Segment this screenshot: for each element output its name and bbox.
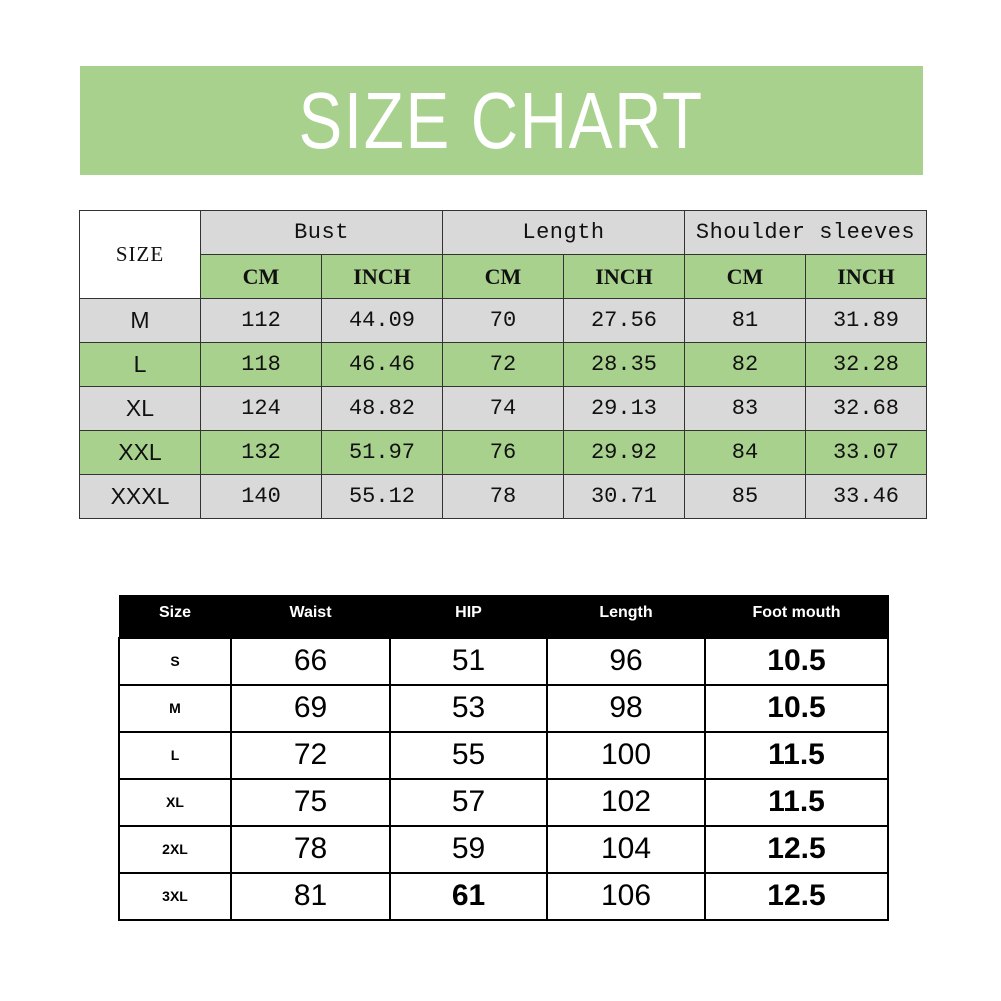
size-cell: XL <box>80 387 201 431</box>
bust-cm-cell: 112 <box>201 299 322 343</box>
size-cell: XL <box>119 779 231 826</box>
bust-inch-cell: 55.12 <box>322 475 443 519</box>
waist-cell: 78 <box>231 826 390 873</box>
waist-cell: 72 <box>231 732 390 779</box>
table-row <box>119 732 888 779</box>
hip-cell: 53 <box>390 685 547 732</box>
top-size-table <box>79 210 927 519</box>
shoulder-cm-cell: 85 <box>685 475 806 519</box>
bust-cm-cell: 118 <box>201 343 322 387</box>
length-inch-cell: 27.56 <box>564 299 685 343</box>
size-cell: XXL <box>80 431 201 475</box>
hip-cell: 55 <box>390 732 547 779</box>
length-cm-cell: 70 <box>443 299 564 343</box>
table-row <box>80 343 927 387</box>
unit-header: CM <box>685 255 806 299</box>
hip-column-header: HIP <box>390 596 547 638</box>
table-row <box>119 685 888 732</box>
waist-column-header: Waist <box>231 596 390 638</box>
length-cell: 98 <box>547 685 705 732</box>
length-column-header: Length <box>547 596 705 638</box>
hip-cell: 59 <box>390 826 547 873</box>
hip-cell: 61 <box>390 873 547 920</box>
length-inch-cell: 29.13 <box>564 387 685 431</box>
foot-mouth-cell: 12.5 <box>705 826 888 873</box>
size-column-header: Size <box>119 596 231 638</box>
table-row <box>80 387 927 431</box>
size-chart-banner <box>80 66 923 175</box>
length-inch-cell: 28.35 <box>564 343 685 387</box>
foot-mouth-cell: 11.5 <box>705 779 888 826</box>
bust-cm-cell: 132 <box>201 431 322 475</box>
length-inch-cell: 29.92 <box>564 431 685 475</box>
length-cell: 102 <box>547 779 705 826</box>
length-cell: 106 <box>547 873 705 920</box>
foot-mouth-column-header: Foot mouth <box>705 596 888 638</box>
shoulder-inch-cell: 33.46 <box>806 475 927 519</box>
length-cell: 96 <box>547 638 705 685</box>
table-row <box>80 431 927 475</box>
table-row <box>119 779 888 826</box>
table-row <box>80 475 927 519</box>
shoulder-cm-cell: 81 <box>685 299 806 343</box>
group-header-bust: Bust <box>201 211 443 255</box>
length-cell: 104 <box>547 826 705 873</box>
unit-header: INCH <box>564 255 685 299</box>
unit-header: INCH <box>322 255 443 299</box>
length-cm-cell: 78 <box>443 475 564 519</box>
size-cell: S <box>119 638 231 685</box>
foot-mouth-cell: 11.5 <box>705 732 888 779</box>
foot-mouth-cell: 10.5 <box>705 638 888 685</box>
shoulder-inch-cell: 32.68 <box>806 387 927 431</box>
shoulder-cm-cell: 83 <box>685 387 806 431</box>
bust-inch-cell: 46.46 <box>322 343 443 387</box>
size-cell: 3XL <box>119 873 231 920</box>
shoulder-inch-cell: 31.89 <box>806 299 927 343</box>
size-cell: M <box>119 685 231 732</box>
waist-cell: 69 <box>231 685 390 732</box>
table-row <box>119 638 888 685</box>
bust-inch-cell: 48.82 <box>322 387 443 431</box>
unit-header: INCH <box>806 255 927 299</box>
group-header-shoulder-sleeves: Shoulder sleeves <box>685 211 927 255</box>
size-cell: L <box>119 732 231 779</box>
group-header-length: Length <box>443 211 685 255</box>
unit-header: CM <box>201 255 322 299</box>
table-row <box>119 873 888 920</box>
waist-cell: 81 <box>231 873 390 920</box>
size-cell: L <box>80 343 201 387</box>
length-cell: 100 <box>547 732 705 779</box>
bust-cm-cell: 124 <box>201 387 322 431</box>
unit-header: CM <box>443 255 564 299</box>
header-row <box>119 596 888 638</box>
foot-mouth-cell: 10.5 <box>705 685 888 732</box>
table-row <box>119 826 888 873</box>
size-cell: XXXL <box>80 475 201 519</box>
foot-mouth-cell: 12.5 <box>705 873 888 920</box>
shoulder-inch-cell: 32.28 <box>806 343 927 387</box>
size-cell: M <box>80 299 201 343</box>
bust-inch-cell: 51.97 <box>322 431 443 475</box>
length-cm-cell: 74 <box>443 387 564 431</box>
length-cm-cell: 72 <box>443 343 564 387</box>
hip-cell: 57 <box>390 779 547 826</box>
page-title: SIZE CHART <box>298 75 705 165</box>
waist-cell: 75 <box>231 779 390 826</box>
hip-cell: 51 <box>390 638 547 685</box>
shoulder-inch-cell: 33.07 <box>806 431 927 475</box>
size-column-header: SIZE <box>80 211 201 299</box>
length-cm-cell: 76 <box>443 431 564 475</box>
table-row <box>80 299 927 343</box>
bust-inch-cell: 44.09 <box>322 299 443 343</box>
length-inch-cell: 30.71 <box>564 475 685 519</box>
bust-cm-cell: 140 <box>201 475 322 519</box>
shoulder-cm-cell: 82 <box>685 343 806 387</box>
waist-cell: 66 <box>231 638 390 685</box>
size-cell: 2XL <box>119 826 231 873</box>
bottom-size-table <box>118 595 889 921</box>
shoulder-cm-cell: 84 <box>685 431 806 475</box>
